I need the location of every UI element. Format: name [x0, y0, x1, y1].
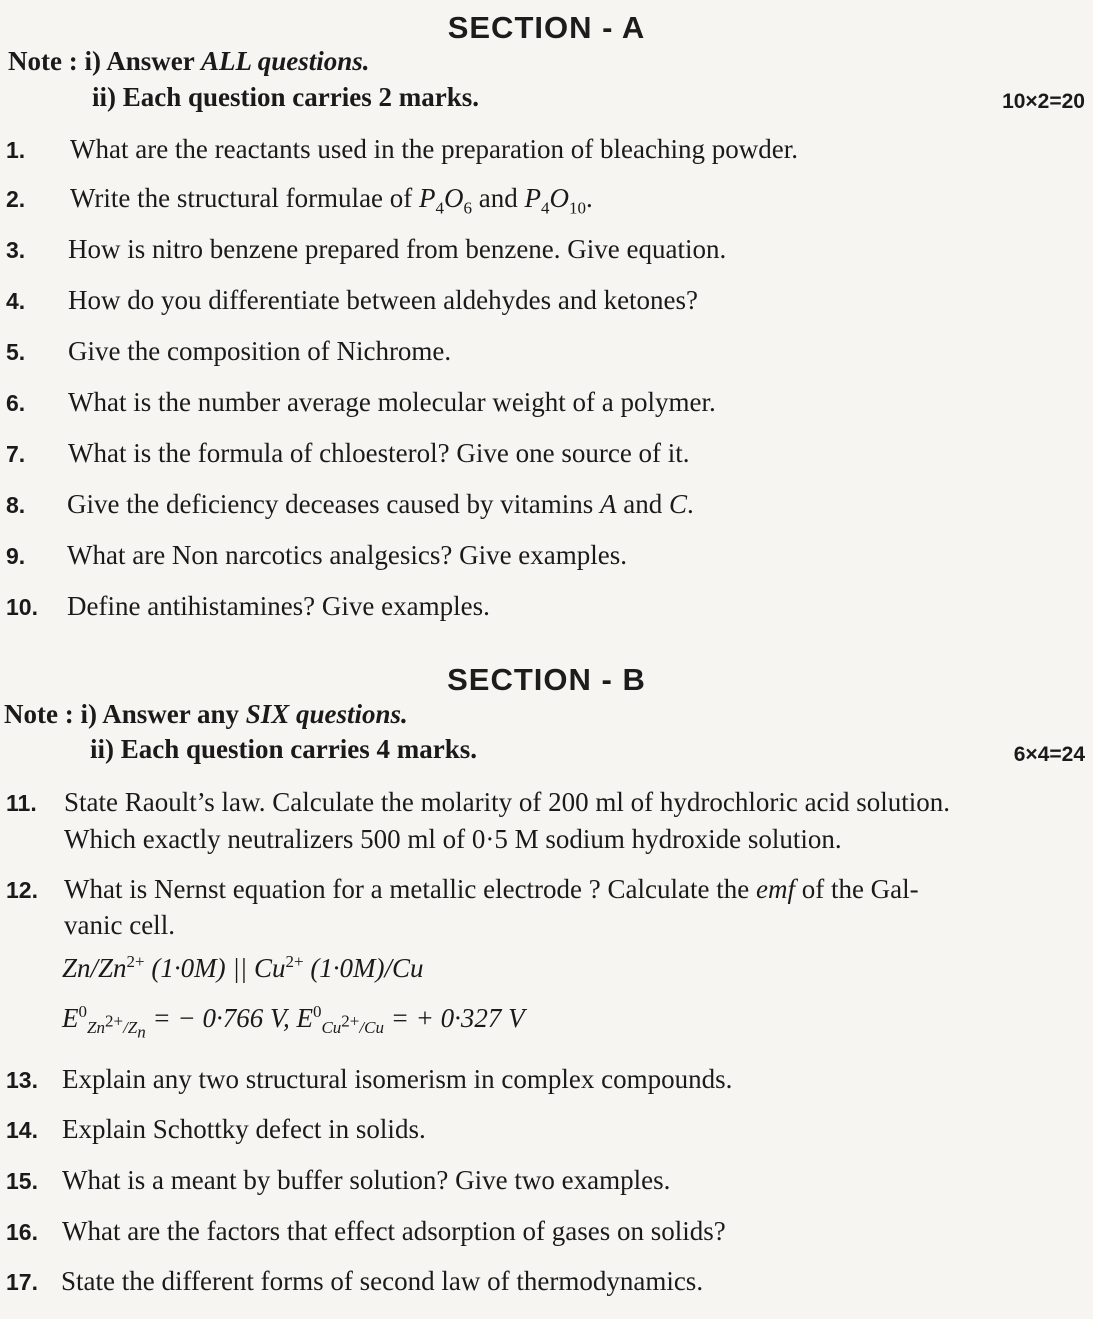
- question-11-line-2: Which exactly neutralizers 500 ml of 0·5 M sodium hydroxide solution.: [64, 824, 842, 854]
- section-a-note-1: Note : i) Answer ALL questions.: [8, 46, 370, 76]
- section-a-marks: 10×2=20: [1002, 90, 1085, 113]
- section-b-note-1: Note : i) Answer any SIX questions.: [4, 699, 408, 729]
- galvanic-cell-notation: $Zn/Zn^{2+}$ (1·0M) || $Cu^{2+}$ (1·0M)/Cu: [62, 952, 424, 983]
- electrode-potentials: $E^0_{Zn^{2+}/Z_n}$ = − 0·766 V, $E^0_{Cu^{2+}/Cu}$ = + 0·327 V: [62, 1002, 525, 1042]
- section-a-title: SECTION - A: [447, 10, 646, 45]
- question-12-line-2: vanic cell.: [64, 910, 175, 940]
- section-b-note-2: ii) Each question carries 4 marks.: [90, 734, 477, 764]
- section-b-title: SECTION - B: [447, 662, 646, 697]
- section-a-note-2: ii) Each question carries 2 marks.: [92, 82, 479, 112]
- section-b-marks: 6×4=24: [1013, 743, 1085, 766]
